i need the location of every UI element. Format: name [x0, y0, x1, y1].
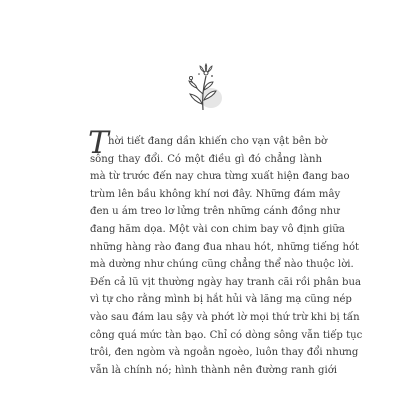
text-line: những hàng rào đang đua nhau hót, những tiếng hót — [90, 241, 360, 253]
ornament-leaf — [189, 81, 197, 88]
text-line: trùm lên bầu không khí nơi đây. Những đám mây — [90, 188, 341, 200]
text-line: hời tiết đang dần khiến cho vạn vật bên bờ — [108, 136, 328, 147]
text-line: mà dường như chúng cũng chẳng thể nào thuộc lời. — [90, 259, 354, 271]
text-line: đen u ám treo lơ lửng trên những cánh đồng như — [90, 206, 340, 218]
ornament-dot — [198, 73, 200, 75]
text-line: mà từ trước đến nay chưa từng xuất hiện đang bao — [90, 171, 350, 183]
text-line: vì tự cho rằng mình bị hắt hủi và lăng mạ cũng nép — [90, 294, 352, 306]
ornament-petal — [200, 66, 204, 72]
text-line: vào sau đám lau sậy và phớt lờ mọi thứ trừ khi bị tấn — [90, 311, 360, 323]
text-line: sông thay đổi. Có một điều gì đó chẳng lành — [90, 153, 322, 165]
ornament-petal — [205, 64, 207, 71]
text-line: trôi, đen ngòm và ngoằn ngoèo, luôn thay đổi nhưng — [90, 347, 359, 359]
text-line: vẫn là chính nó; hình thành nên đường ranh giới — [90, 364, 337, 376]
ornament-petal — [208, 66, 212, 72]
text-line: công quá mức tàn bạo. Chỉ có dòng sông vẫn tiếp tục — [90, 329, 363, 341]
ornament-bud — [189, 76, 192, 79]
text-line: Đến cả lũ vịt thường ngày hay tranh cãi rồi phân bua — [90, 276, 362, 288]
flower-sprig-icon — [181, 64, 227, 112]
ornament-dot — [211, 75, 213, 77]
drop-cap: T — [88, 125, 109, 161]
text-line: đang hăm dọa. Một vài con chim bay vô định giữa — [90, 223, 345, 235]
chapter-body-text — [88, 125, 363, 379]
flower-sprig-svg — [181, 64, 227, 112]
